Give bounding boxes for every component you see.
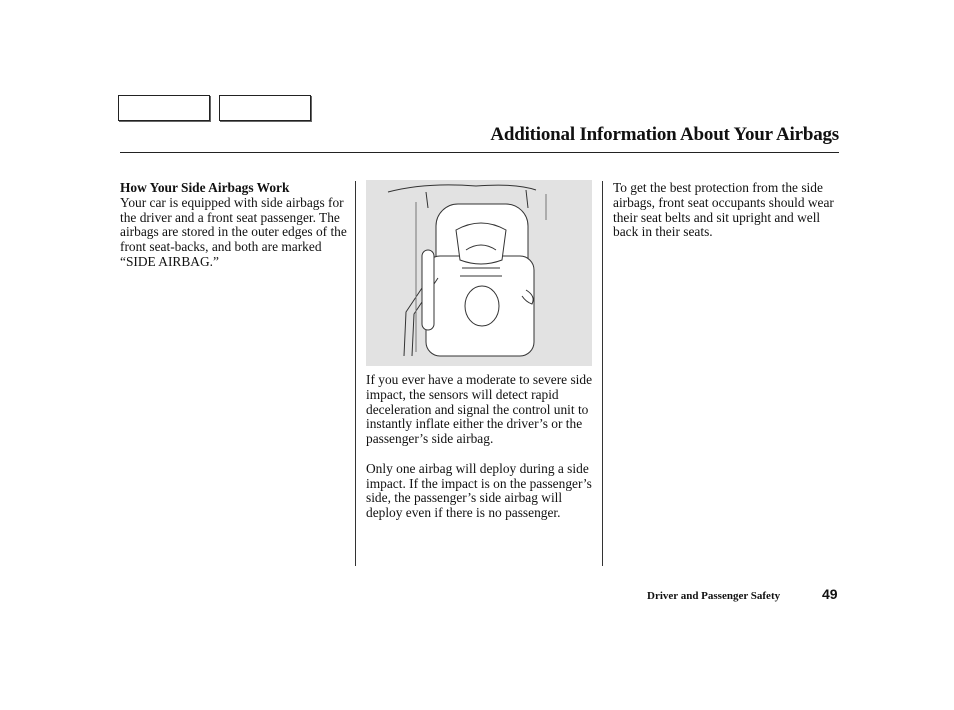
middle-paragraph-2: Only one airbag will deploy during a side impact. If the impact is on the passenger’s side, the passenger’s side airbag will deploy even if there is no passenger. <box>366 460 592 521</box>
title-rule <box>120 152 839 153</box>
nav-button-2[interactable] <box>219 95 311 121</box>
middle-paragraph-1: If you ever have a moderate to severe side impact, the sensors will detect rapid deceleration and signal the control unit to instantly inflate either the driver’s or the passenger’s side airbag. <box>366 372 593 447</box>
middle-column <box>366 373 598 521</box>
footer-section-label: Driver and Passenger Safety <box>647 590 781 602</box>
nav-button-1[interactable] <box>118 95 210 121</box>
seat-airbag-illustration <box>366 180 592 366</box>
page-title: Additional Information About Your Airbags <box>490 124 839 145</box>
right-body-text: To get the best protection from the side airbags, front seat occupants should wear their seat belts and sit upright and well back in their seats. <box>613 180 834 240</box>
column-divider-right <box>602 181 603 566</box>
page-number: 49 <box>822 586 838 602</box>
right-column <box>613 181 839 240</box>
subheading: How Your Side Airbags Work <box>120 180 290 195</box>
left-body-text: Your car is equipped with side airbags for the driver and a front seat passenger. The airbags are stored in the outer edges of the front seat-backs, and both are marked “SIDE AIRBAG.” <box>120 194 347 269</box>
left-column <box>120 181 348 270</box>
column-divider-left <box>355 181 356 566</box>
occupant-seat-drawing <box>366 180 592 366</box>
